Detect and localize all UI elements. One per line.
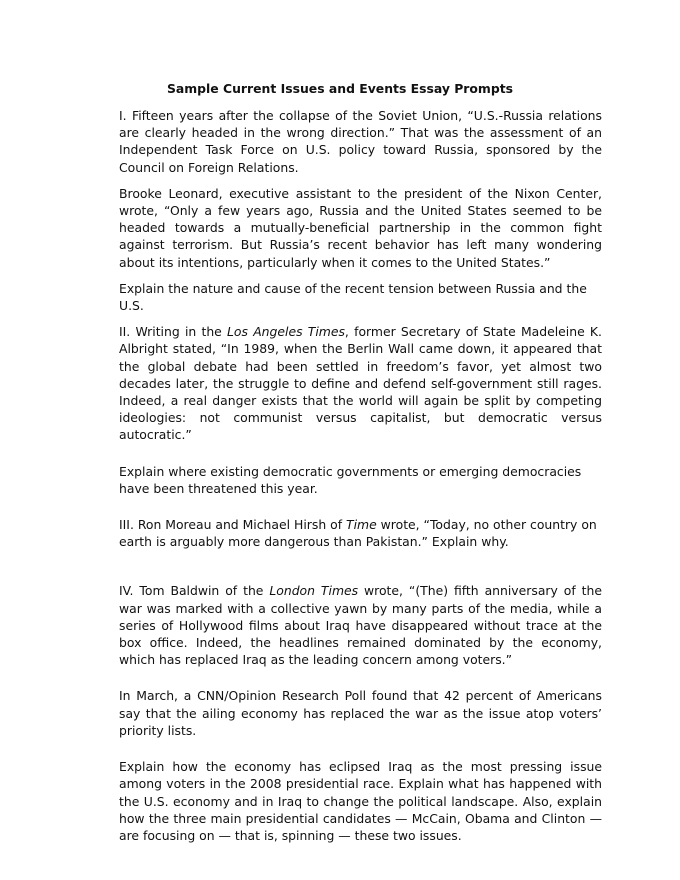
- section-3-intro: [119, 516, 602, 550]
- section-4-poll: In March, a CNN/Opinion Research Poll found that 42 percent of Americans say that the ailing economy has replaced the war as the issue atop voters’ priority lists.: [119, 688, 602, 738]
- section-2-publication: Los Angeles Times: [227, 324, 345, 340]
- section-2-text-b: , former Secretary of State Madeleine K. Albright stated, “In 1989, when the Berlin Wall came down, it appeared that the global debate had been settled in freedom’s favor, yet almost two decades later, the struggle to define and defend self-government still rages. Indeed, a real danger exists that the world will again be split by competing ideologies: not communist versus capitalist, but democratic versus autocratic.”: [119, 324, 602, 443]
- section-2-text-a: II. Writing in the: [119, 324, 228, 340]
- section-2-intro: [119, 323, 602, 443]
- section-4-prompt: Explain how the economy has eclipsed Iraq as the most pressing issue among voters in the 2008 presidential race. Explain what has happened with the U.S. economy and in Iraq to change the political landscape. Also, explain how the three main presidential candidates — McCain, Obama and Clinton — are focusing on — that is, spinning — these two issues.: [119, 759, 602, 843]
- section-1-prompt: Explain the nature and cause of the recent tension between Russia and the U.S.: [119, 280, 587, 314]
- section-1-intro: I. Fifteen years after the collapse of the Soviet Union, “U.S.-Russia relations are clearly headed in the wrong direction.” That was the assessment of an Independent Task Force on U.S. policy toward Russia, sponsored by the Council on Foreign Relations.: [119, 108, 602, 175]
- section-1-quote: Brooke Leonard, executive assistant to the president of the Nixon Center, wrote, “Only a few years ago, Russia and the United States seemed to be headed towards a mutually-beneficial partnership in the common fight against terrorism. But Russia’s recent behavior has left many wondering about its intentions, particularly when it comes to the United States.”: [119, 185, 602, 270]
- section-3-publication: Time: [346, 517, 377, 533]
- section-4-text-a: IV. Tom Baldwin of the: [119, 583, 270, 599]
- section-4-intro: [119, 582, 602, 668]
- section-3-text-b: wrote, “Today, no other country on earth is arguably more dangerous than Pakistan.” Explain why.: [119, 517, 597, 550]
- document-title: Sample Current Issues and Events Essay Prompts: [166, 81, 513, 96]
- section-3-text-a: III. Ron Moreau and Michael Hirsh of: [119, 517, 346, 533]
- section-2-prompt: Explain where existing democratic governments or emerging democracies have been threatened this year.: [119, 463, 582, 496]
- section-4-publication: London Times: [269, 583, 359, 599]
- section-4-text-b: wrote, “(The) fifth anniversary of the war was marked with a collective yawn by many parts of the media, while a series of Hollywood films about Iraq have disappeared without trace at the box office. Indeed, the headlines remained dominated by the economy, which has replaced Iraq as the leading concern among voters.”: [119, 583, 602, 668]
- document-body: [119, 107, 602, 844]
